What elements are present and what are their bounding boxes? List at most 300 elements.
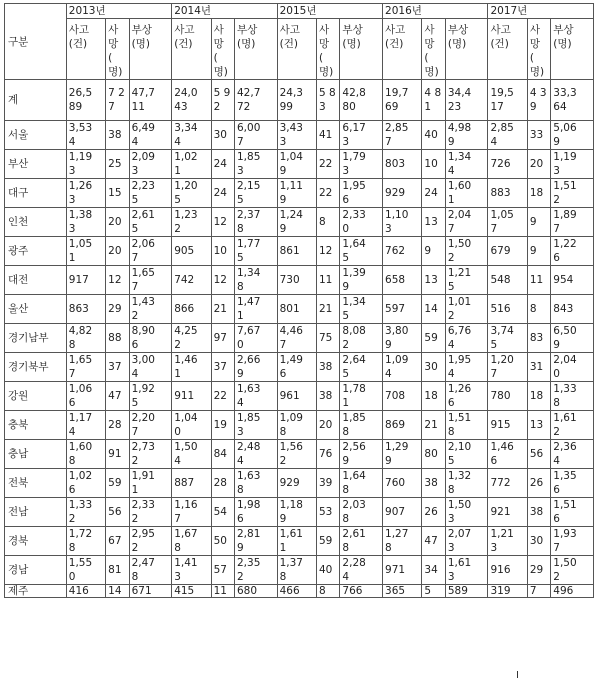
table-cell: 907 [383,498,422,527]
table-cell: 28 [211,469,234,498]
table-cell: 801 [277,295,316,324]
table-cell: 1,29 9 [383,440,422,469]
table-cell: 7 2 7 [106,80,129,121]
table-row [5,353,594,382]
table-cell: 38 [106,121,129,150]
table-cell: 1,38 3 [66,208,105,237]
table-row [5,266,594,295]
region-label: 부산 [5,150,67,179]
table-cell: 1,47 1 [235,295,278,324]
table-cell: 26 [422,498,445,527]
table-cell: 2,56 9 [340,440,383,469]
table-cell: 1,85 3 [235,411,278,440]
region-label: 인천 [5,208,67,237]
region-label: 전남 [5,498,67,527]
table-cell: 1,46 6 [488,440,527,469]
table-cell: 15 [106,179,129,208]
table-cell: 1,24 9 [277,208,316,237]
table-cell: 1,20 7 [488,353,527,382]
table-cell: 730 [277,266,316,295]
table-cell: 1,09 8 [277,411,316,440]
table-cell: 1,34 5 [340,295,383,324]
region-label: 대구 [5,179,67,208]
region-label: 경기남부 [5,324,67,353]
table-cell: 6,76 4 [445,324,488,353]
table-cell: 803 [383,150,422,179]
table-cell: 1,19 3 [551,150,594,179]
table-cell: 38 [317,353,340,382]
table-cell: 53 [317,498,340,527]
table-cell: 33 [527,121,550,150]
table-cell: 917 [66,266,105,295]
table-cell: 12 [317,237,340,266]
table-cell: 1,33 2 [66,498,105,527]
table-cell: 19 [211,411,234,440]
table-cell: 1,26 6 [445,382,488,411]
table-cell: 1,06 6 [66,382,105,411]
table-cell: 2,48 4 [235,440,278,469]
table-cell: 18 [527,179,550,208]
table-cell: 81 [106,556,129,585]
table-cell: 11 [211,585,234,598]
table-cell: 726 [488,150,527,179]
sub-header: 사고 (건) [277,19,316,80]
table-cell: 2,35 2 [235,556,278,585]
table-cell: 13 [422,208,445,237]
table-cell: 8,08 2 [340,324,383,353]
table-cell: 8 [317,585,340,598]
table-cell: 961 [277,382,316,411]
table-cell: 1,17 4 [66,411,105,440]
table-row [5,80,594,121]
table-cell: 762 [383,237,422,266]
sub-header: 사 망 ( 명) [317,19,340,80]
region-label: 강원 [5,382,67,411]
table-cell: 2,85 4 [488,121,527,150]
table-cell: 30 [527,527,550,556]
table-cell: 37 [211,353,234,382]
table-cell: 954 [551,266,594,295]
table-cell: 30 [422,353,445,382]
table-cell: 4,98 9 [445,121,488,150]
table-cell: 3,80 9 [383,324,422,353]
year-header: 2014년 [172,4,277,19]
table-cell: 1,05 7 [488,208,527,237]
table-cell: 1,56 2 [277,440,316,469]
table-cell: 83 [527,324,550,353]
page-mark [517,671,518,678]
table-cell: 1,02 6 [66,469,105,498]
table-cell: 22 [317,150,340,179]
table-cell: 2,04 7 [445,208,488,237]
sub-header: 부상 (명) [235,19,278,80]
table-cell: 1,10 3 [383,208,422,237]
table-cell: 1,02 1 [172,150,211,179]
table-cell: 742 [172,266,211,295]
table-cell: 1,35 6 [551,469,594,498]
table-cell: 33,3 64 [551,80,594,121]
table-cell: 7 [527,585,550,598]
table-cell: 9 [527,237,550,266]
table-cell: 6,00 7 [235,121,278,150]
table-cell: 2,95 2 [129,527,172,556]
table-cell: 84 [211,440,234,469]
table-cell: 4 3 9 [527,80,550,121]
table-cell: 1,61 3 [445,556,488,585]
table-cell: 10 [422,150,445,179]
region-label: 광주 [5,237,67,266]
region-label: 제주 [5,585,67,598]
table-cell: 56 [106,498,129,527]
table-cell: 1,51 6 [551,498,594,527]
table-row [5,498,594,527]
table-cell: 1,16 7 [172,498,211,527]
table-cell: 1,50 2 [551,556,594,585]
table-row [5,556,594,585]
table-cell: 14 [422,295,445,324]
table-cell: 1,60 1 [445,179,488,208]
table-cell: 597 [383,295,422,324]
table-cell: 40 [317,556,340,585]
table-cell: 38 [317,382,340,411]
table-cell: 658 [383,266,422,295]
table-cell: 2,23 5 [129,179,172,208]
table-cell: 3,53 4 [66,121,105,150]
table-cell: 1,33 8 [551,382,594,411]
table-cell: 1,85 8 [340,411,383,440]
table-cell: 1,72 8 [66,527,105,556]
table-cell: 12 [106,266,129,295]
table-cell: 3,74 5 [488,324,527,353]
table-cell: 5,06 9 [551,121,594,150]
table-cell: 1,04 0 [172,411,211,440]
table-cell: 1,63 8 [235,469,278,498]
table-cell: 2,47 8 [129,556,172,585]
table-cell: 3,00 4 [129,353,172,382]
table-cell: 2,06 7 [129,237,172,266]
table-cell: 1,11 9 [277,179,316,208]
table-cell: 866 [172,295,211,324]
table-cell: 1,50 4 [172,440,211,469]
table-cell: 883 [488,179,527,208]
table-cell: 2,33 0 [340,208,383,237]
table-cell: 2,36 4 [551,440,594,469]
region-label: 충남 [5,440,67,469]
table-cell: 1,50 3 [445,498,488,527]
table-cell: 887 [172,469,211,498]
table-cell: 929 [277,469,316,498]
table-cell: 29 [106,295,129,324]
table-cell: 8 [527,295,550,324]
table-cell: 1,34 8 [235,266,278,295]
table-cell: 1,50 2 [445,237,488,266]
corner-label: 구분 [5,4,67,80]
table-cell: 1,77 5 [235,237,278,266]
table-cell: 91 [106,440,129,469]
table-cell: 20 [106,237,129,266]
table-cell: 1,55 0 [66,556,105,585]
table-cell: 29 [527,556,550,585]
sub-header: 사 망 ( 명) [211,19,234,80]
table-cell: 415 [172,585,211,598]
table-row [5,295,594,324]
table-cell: 1,34 4 [445,150,488,179]
table-cell: 40 [422,121,445,150]
region-label: 전북 [5,469,67,498]
table-cell: 13 [422,266,445,295]
table-cell: 28 [106,411,129,440]
table-cell: 42,8 80 [340,80,383,121]
year-header-row [5,4,594,19]
table-cell: 1,19 3 [66,150,105,179]
table-cell: 1,92 5 [129,382,172,411]
table-cell: 2,37 8 [235,208,278,237]
table-cell: 7,67 0 [235,324,278,353]
table-cell: 88 [106,324,129,353]
table-cell: 4 8 1 [422,80,445,121]
table-cell: 1,89 7 [551,208,594,237]
table-cell: 2,04 0 [551,353,594,382]
table-cell: 12 [211,266,234,295]
table-cell: 24,0 43 [172,80,211,121]
table-cell: 20 [317,411,340,440]
table-cell: 548 [488,266,527,295]
table-cell: 59 [106,469,129,498]
table-cell: 1,60 8 [66,440,105,469]
table-cell: 1,95 4 [445,353,488,382]
table-cell: 42,7 72 [235,80,278,121]
table-cell: 34 [422,556,445,585]
table-cell: 2,15 5 [235,179,278,208]
table-cell: 37 [106,353,129,382]
sub-header: 부상 (명) [340,19,383,80]
table-cell: 1,63 4 [235,382,278,411]
table-cell: 67 [106,527,129,556]
table-row [5,324,594,353]
table-cell: 780 [488,382,527,411]
table-cell: 4,46 7 [277,324,316,353]
table-cell: 9 [527,208,550,237]
table-cell: 1,26 3 [66,179,105,208]
table-cell: 25 [106,150,129,179]
table-cell: 18 [422,382,445,411]
sub-header: 사고 (건) [488,19,527,80]
table-cell: 766 [340,585,383,598]
sub-header: 부상 (명) [551,19,594,80]
table-cell: 2,64 5 [340,353,383,382]
table-cell: 760 [383,469,422,498]
table-cell: 21 [317,295,340,324]
table-row [5,179,594,208]
table-cell: 1,21 5 [445,266,488,295]
table-cell: 3,34 4 [172,121,211,150]
table-cell: 6,17 3 [340,121,383,150]
table-cell: 496 [551,585,594,598]
table-cell: 1,51 8 [445,411,488,440]
table-cell: 2,07 3 [445,527,488,556]
year-header: 2015년 [277,4,382,19]
table-cell: 929 [383,179,422,208]
sub-header: 사고 (건) [172,19,211,80]
table-cell: 1,37 8 [277,556,316,585]
table-cell: 466 [277,585,316,598]
table-cell: 13 [527,411,550,440]
table-cell: 22 [211,382,234,411]
table-cell: 6,49 4 [129,121,172,150]
table-cell: 1,98 6 [235,498,278,527]
table-cell: 10 [211,237,234,266]
region-label: 울산 [5,295,67,324]
table-cell: 20 [527,150,550,179]
table-cell: 2,61 8 [340,527,383,556]
table-cell: 916 [488,556,527,585]
table-cell: 8 [317,208,340,237]
table-cell: 1,18 9 [277,498,316,527]
table-row [5,150,594,179]
table-cell: 47 [422,527,445,556]
table-cell: 26 [527,469,550,498]
table-cell: 80 [422,440,445,469]
table-cell: 589 [445,585,488,598]
table-cell: 2,61 5 [129,208,172,237]
table-cell: 12 [211,208,234,237]
table-cell: 416 [66,585,105,598]
table-cell: 2,10 5 [445,440,488,469]
table-cell: 2,73 2 [129,440,172,469]
table-cell: 679 [488,237,527,266]
table-row [5,121,594,150]
table-cell: 1,64 5 [340,237,383,266]
table-cell: 26,5 89 [66,80,105,121]
region-label: 경기북부 [5,353,67,382]
year-header: 2016년 [383,4,488,19]
table-cell: 1,32 8 [445,469,488,498]
table-row [5,585,594,598]
table-cell: 1,65 7 [129,266,172,295]
table-cell: 1,39 9 [340,266,383,295]
accident-stats-sheet [4,3,594,669]
region-label: 충북 [5,411,67,440]
table-cell: 921 [488,498,527,527]
table-cell: 59 [422,324,445,353]
table-cell: 59 [317,527,340,556]
sub-header: 사고 (건) [66,19,105,80]
table-cell: 1,91 1 [129,469,172,498]
table-cell: 1,04 9 [277,150,316,179]
table-cell: 4,25 2 [172,324,211,353]
table-cell: 1,65 7 [66,353,105,382]
table-cell: 708 [383,382,422,411]
table-cell: 47,7 11 [129,80,172,121]
table-cell: 1,95 6 [340,179,383,208]
table-cell: 1,21 3 [488,527,527,556]
table-cell: 57 [211,556,234,585]
table-cell: 671 [129,585,172,598]
sub-header: 사 망 ( 명) [527,19,550,80]
table-cell: 2,03 8 [340,498,383,527]
table-cell: 863 [66,295,105,324]
table-cell: 39 [317,469,340,498]
table-row [5,527,594,556]
table-cell: 843 [551,295,594,324]
table-cell: 24 [211,179,234,208]
table-cell: 54 [211,498,234,527]
table-cell: 911 [172,382,211,411]
region-label: 경남 [5,556,67,585]
table-cell: 4,82 8 [66,324,105,353]
table-cell: 1,43 2 [129,295,172,324]
sub-header: 부상 (명) [445,19,488,80]
region-label: 계 [5,80,67,121]
table-cell: 1,46 1 [172,353,211,382]
table-cell: 24 [211,150,234,179]
table-cell: 772 [488,469,527,498]
table-cell: 5 8 3 [317,80,340,121]
table-cell: 1,49 6 [277,353,316,382]
table-row [5,237,594,266]
table-body [5,80,594,598]
table-cell: 1,41 3 [172,556,211,585]
table-cell: 915 [488,411,527,440]
table-cell: 3,43 3 [277,121,316,150]
table-row [5,208,594,237]
year-header: 2013년 [66,4,171,19]
table-cell: 2,66 9 [235,353,278,382]
table-cell: 14 [106,585,129,598]
table-cell: 21 [422,411,445,440]
table-cell: 5 [422,585,445,598]
table-row [5,469,594,498]
table-cell: 2,85 7 [383,121,422,150]
table-cell: 2,20 7 [129,411,172,440]
table-cell: 50 [211,527,234,556]
table-cell: 1,93 7 [551,527,594,556]
table-cell: 319 [488,585,527,598]
table-cell: 1,05 1 [66,237,105,266]
sub-header: 사 망 ( 명) [422,19,445,80]
table-cell: 1,61 1 [277,527,316,556]
table-cell: 2,33 2 [129,498,172,527]
table-cell: 76 [317,440,340,469]
table-cell: 19,7 69 [383,80,422,121]
year-header: 2017년 [488,4,594,19]
table-cell: 516 [488,295,527,324]
table-cell: 30 [211,121,234,150]
table-cell: 1,27 8 [383,527,422,556]
region-label: 경북 [5,527,67,556]
region-label: 대전 [5,266,67,295]
table-cell: 2,28 4 [340,556,383,585]
table-cell: 680 [235,585,278,598]
table-cell: 24 [422,179,445,208]
table-cell: 1,67 8 [172,527,211,556]
table-cell: 1,09 4 [383,353,422,382]
table-cell: 1,61 2 [551,411,594,440]
sub-header: 사 망 ( 명) [106,19,129,80]
accident-stats-table [4,3,594,598]
table-cell: 38 [527,498,550,527]
table-cell: 1,79 3 [340,150,383,179]
table-cell: 971 [383,556,422,585]
table-cell: 1,78 1 [340,382,383,411]
table-cell: 1,51 2 [551,179,594,208]
table-cell: 2,81 9 [235,527,278,556]
table-cell: 1,85 3 [235,150,278,179]
table-cell: 22 [317,179,340,208]
table-cell: 1,20 5 [172,179,211,208]
table-cell: 31 [527,353,550,382]
table-row [5,440,594,469]
